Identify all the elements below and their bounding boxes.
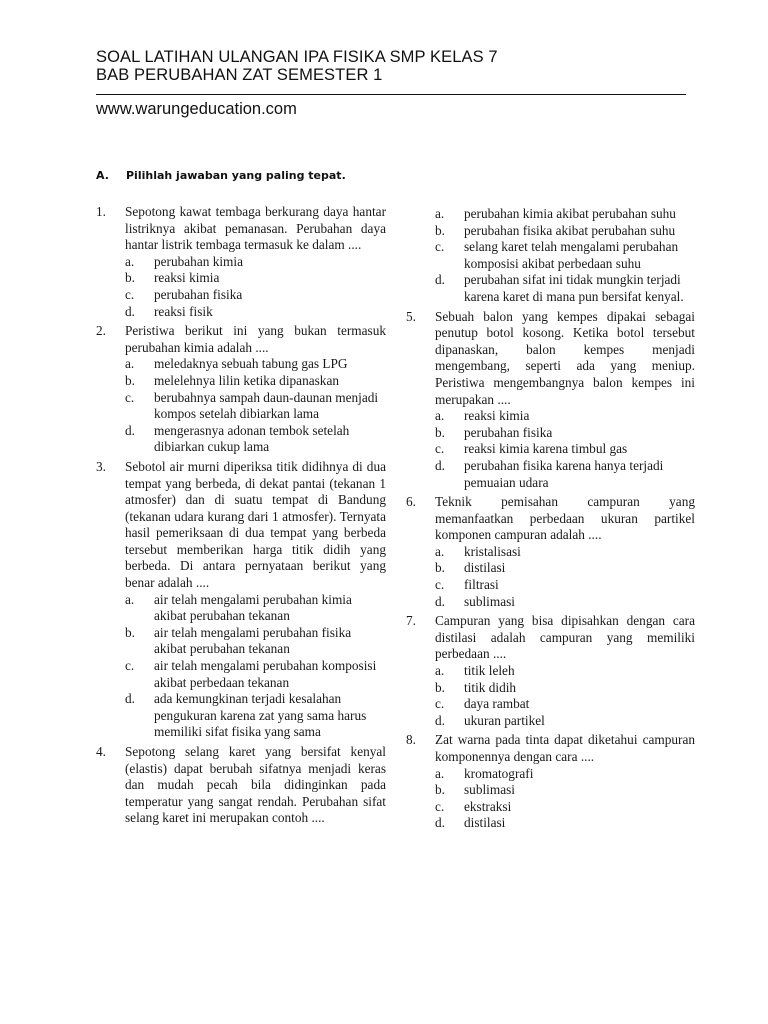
question-3 (96, 459, 386, 741)
option-letter: d. (435, 593, 445, 609)
question-text: Zat warna pada tinta dapat diketahui campuran komponennya dengan cara .... (435, 732, 695, 764)
option-text: perubahan fisika (464, 424, 553, 440)
option-text: kristalisasi (464, 543, 521, 559)
option-letter: c. (435, 798, 445, 814)
option-letter: b. (125, 624, 135, 640)
option-letter: a. (125, 591, 135, 607)
option-c (435, 441, 695, 458)
question-number: 4. (96, 744, 106, 759)
option-letter: b. (435, 222, 445, 238)
header-divider (96, 94, 686, 95)
option-a (125, 356, 386, 373)
question-4 (96, 744, 386, 827)
option-text: perubahan kimia (154, 253, 243, 269)
option-text: reaksi kimia karena timbul gas (464, 441, 628, 457)
question-number: 1. (96, 204, 106, 219)
option-text: perubahan fisika (154, 286, 243, 302)
option-letter: a. (125, 253, 135, 269)
option-text: distilasi (464, 815, 506, 831)
option-a (435, 663, 695, 680)
option-letter: a. (435, 543, 445, 559)
option-c (125, 390, 386, 423)
option-letter: b. (125, 372, 135, 388)
option-a (125, 254, 386, 271)
option-letter: b. (435, 782, 445, 798)
option-text: reaksi fisik (154, 303, 213, 319)
question-5 (406, 309, 695, 492)
question-text: Sebotol air murni diperiksa titik didihnya di dua tempat yang berbeda, di dekat pantai (tekanan 1 atmosfer) dan di suatu tempat di Bandung (tekanan udara kurang dari 1 atmosfer). Ternyata hasil pemeriksaan di dua tempat yang berbeda tersebut memberikan harga titik didih yang berbeda. Di antara pernyataan berikut yang benar adalah .... (125, 458, 386, 591)
option-text: ada kemungkinan terjadi kesalahan pengukuran karena zat yang sama harus memiliki sifat fisika yang sama (154, 691, 367, 740)
option-text: selang karet telah mengalami perubahan komposisi akibat perbedaan suhu (464, 239, 679, 271)
option-letter: a. (125, 356, 135, 372)
option-letter: c. (435, 239, 445, 255)
option-text: sublimasi (464, 593, 515, 609)
option-c (125, 658, 386, 691)
option-text: reaksi kimia (464, 408, 530, 424)
option-letter: a. (435, 663, 445, 679)
option-b (125, 373, 386, 390)
question-text: Sepotong kawat tembaga berkurang daya hantar listriknya akibat pemanasan. Perubahan daya hantar listrik tembaga termasuk ke dalam .... (125, 204, 386, 253)
option-text: kromatografi (464, 765, 534, 781)
option-d (435, 594, 695, 611)
website-url: www.warungeducation.com (96, 100, 297, 118)
option-a (435, 766, 695, 783)
option-text: ekstraksi (464, 798, 512, 814)
document-title: SOAL LATIHAN ULANGAN IPA FISIKA SMP KELAS 7 (96, 48, 498, 66)
option-b (435, 560, 695, 577)
question-text: Sebuah balon yang kempes dipakai sebagai penutup botol kosong. Ketika botol tersebut dipanaskan, balon kempes menjadi mengembang, seperti ada yang meniup. Peristiwa mengembangnya balon kempes ini merupakan .... (435, 308, 695, 407)
section-letter: A. (96, 169, 109, 182)
option-a (435, 206, 695, 223)
question-6 (406, 494, 695, 610)
option-letter: c. (125, 389, 135, 405)
option-text: ukuran partikel (464, 712, 545, 728)
option-letter: b. (435, 560, 445, 576)
question-number: 5. (406, 308, 416, 324)
option-letter: d. (435, 815, 445, 831)
option-c (435, 696, 695, 713)
option-letter: a. (435, 206, 445, 221)
option-text: berubahnya sampah daun-daunan menjadi kompos setelah dibiarkan lama (154, 389, 379, 422)
option-letter: c. (435, 577, 445, 593)
option-letter: d. (435, 457, 445, 473)
option-c (435, 799, 695, 816)
question-number: 7. (406, 613, 416, 629)
option-c (435, 577, 695, 594)
option-letter: d. (435, 712, 445, 728)
option-letter: c. (125, 286, 135, 302)
option-text: meledaknya sebuah tabung gas LPG (154, 356, 348, 372)
option-letter: b. (435, 424, 445, 440)
option-text: mengerasnya adonan tembok setelah dibiarkan cukup lama (154, 422, 350, 455)
option-letter: b. (435, 679, 445, 695)
document-subtitle: BAB PERUBAHAN ZAT SEMESTER 1 (96, 66, 383, 84)
option-letter: c. (435, 441, 445, 457)
option-letter: b. (125, 270, 135, 286)
option-c (435, 239, 695, 272)
option-text: titik didih (464, 679, 517, 695)
option-d (435, 815, 695, 832)
option-letter: d. (125, 303, 135, 319)
option-text: daya rambat (464, 696, 530, 712)
option-d (435, 272, 695, 305)
option-a (435, 408, 695, 425)
option-d (125, 304, 386, 321)
option-text: reaksi kimia (154, 270, 220, 286)
question-2 (96, 323, 386, 456)
option-d (435, 458, 695, 491)
option-text: filtrasi (464, 577, 499, 593)
option-text: perubahan sifat ini tidak mungkin terjadi karena karet di mana pun bersifat kenyal. (464, 272, 684, 304)
question-7 (406, 613, 695, 729)
option-text: perubahan kimia akibat perubahan suhu (464, 206, 676, 221)
section-title: Pilihlah jawaban yang paling tepat. (126, 169, 346, 182)
option-d (125, 691, 386, 741)
question-8 (406, 732, 695, 832)
question-number: 6. (406, 494, 416, 510)
option-text: titik leleh (464, 663, 515, 679)
option-letter: c. (435, 696, 445, 712)
option-text: air telah mengalami perubahan komposisi akibat perbedaan tekanan (154, 658, 377, 690)
option-letter: d. (125, 422, 135, 438)
option-d (125, 423, 386, 456)
option-text: perubahan fisika akibat perubahan suhu (464, 222, 676, 238)
option-letter: d. (435, 272, 445, 288)
question-text: Campuran yang bisa dipisahkan dengan cara distilasi adalah campuran yang memiliki perbedaan .... (435, 613, 695, 662)
option-a (125, 592, 386, 625)
right-column (406, 206, 695, 832)
option-b (435, 782, 695, 799)
question-text: Teknik pemisahan campuran yang memanfaatkan perbedaan ukuran partikel komponen campuran adalah .... (435, 494, 695, 543)
option-text: air telah mengalami perubahan fisika akibat perubahan tekanan (154, 624, 352, 657)
option-c (125, 287, 386, 304)
left-column (96, 204, 386, 827)
option-text: sublimasi (464, 782, 515, 798)
option-letter: d. (125, 691, 135, 707)
question-1 (96, 204, 386, 320)
option-letter: a. (435, 408, 445, 424)
option-text: perubahan fisika karena hanya terjadi pemuaian udara (464, 457, 664, 490)
option-d (435, 713, 695, 730)
option-b (125, 270, 386, 287)
option-text: air telah mengalami perubahan kimia akibat perubahan tekanan (154, 591, 352, 624)
option-b (125, 625, 386, 658)
option-text: distilasi (464, 560, 506, 576)
option-letter: c. (125, 658, 135, 674)
option-text: melelehnya lilin ketika dipanaskan (154, 372, 339, 388)
question-number: 2. (96, 323, 106, 339)
option-b (435, 223, 695, 240)
question-number: 3. (96, 458, 106, 474)
question-text: Peristiwa berikut ini yang bukan termasuk perubahan kimia adalah .... (125, 323, 386, 355)
option-b (435, 425, 695, 442)
option-b (435, 680, 695, 697)
question-4-options (406, 206, 695, 306)
section-heading (96, 168, 346, 184)
question-number: 8. (406, 732, 416, 748)
option-a (435, 544, 695, 561)
question-text: Sepotong selang karet yang bersifat kenyal (elastis) dapat berubah sifatnya menjadi keras dan mudah pecah bila didinginkan pada temperatur yang sangat rendah. Perubahan sifat selang karet ini merupakan contoh .... (125, 744, 386, 826)
option-letter: a. (435, 765, 445, 781)
